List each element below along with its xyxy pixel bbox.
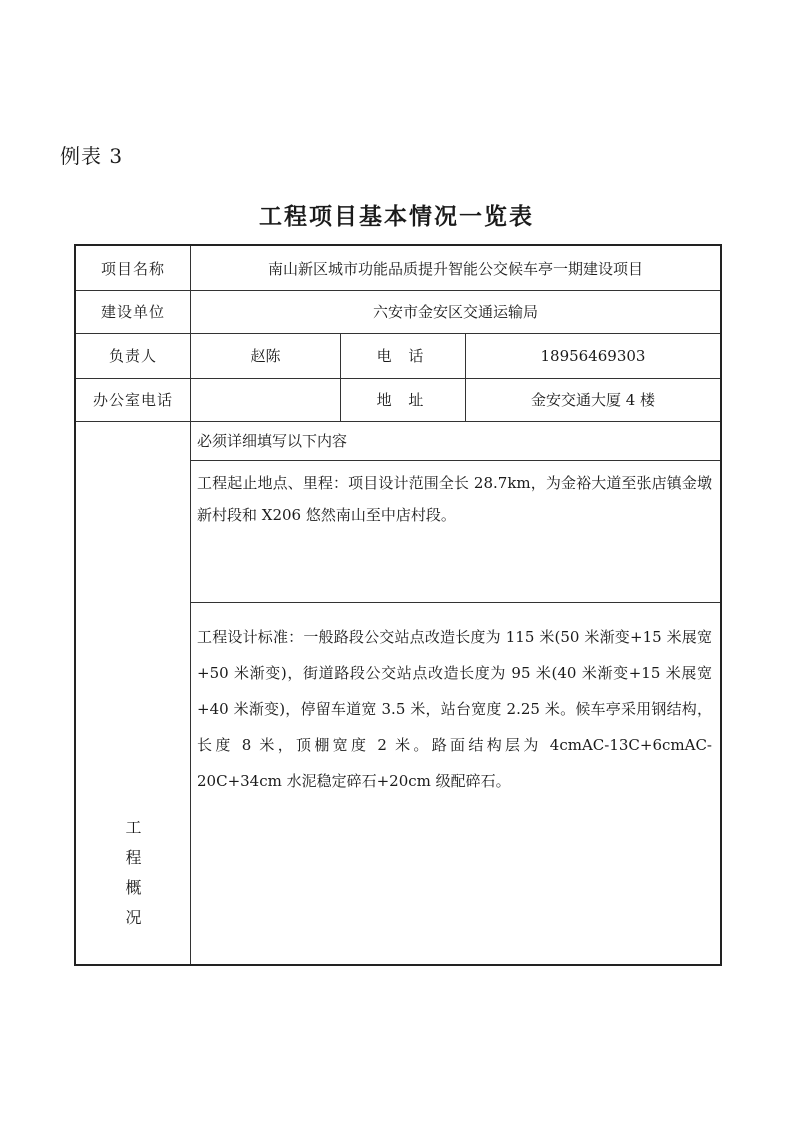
table-row-overview <box>76 421 720 964</box>
project-info-table <box>74 244 722 966</box>
standard-cell <box>191 603 720 964</box>
overview-char: 况 <box>125 908 142 927</box>
page-title: 工程项目基本情况一览表 <box>259 203 534 230</box>
office-phone-label: 办公室电话 <box>76 378 191 421</box>
project-name-label: 项目名称 <box>76 246 191 290</box>
person-label: 负责人 <box>76 333 191 378</box>
address-label: 地 址 <box>341 378 466 421</box>
table-row-builder <box>76 290 720 334</box>
table-row-office <box>76 378 720 422</box>
office-phone-value <box>191 378 341 421</box>
location-text: 工程起止地点、里程：项目设计范围全长 28.7km，为金裕大道至张店镇金墩新村段和 X206 悠然南山至中店村段。 <box>197 474 712 524</box>
standard-text: 工程设计标准：一般路段公交站点改造长度为 115 米(50 米渐变+15 米展宽+50 米渐变)，街道路段公交站点改造长度为 95 米(40 米渐变+15 米展宽+40 米渐变)，停留车道宽 3.5 米，站台宽度 2.25 米。候车亭采用钢结构，长度 8 米，顶棚宽度 2 米。路面结构层为 4cmAC-13C+6cmAC-20C+34cm 水泥稳定碎石+20cm 级配碎石。 <box>197 628 712 790</box>
phone-value: 18956469303 <box>540 346 646 365</box>
example-label: 例表 3 <box>60 144 124 168</box>
overview-char: 程 <box>125 848 142 867</box>
table-row-project-name <box>76 246 720 291</box>
project-name-value: 南山新区城市功能品质提升智能公交候车亭一期建设项目 <box>267 259 643 278</box>
overview-note-cell <box>191 421 720 461</box>
overview-char: 概 <box>125 878 142 897</box>
overview-note: 必须详细填写以下内容 <box>197 432 348 450</box>
location-cell <box>191 461 720 603</box>
phone-label: 电 话 <box>341 333 466 378</box>
overview-char: 工 <box>125 818 142 837</box>
address-value: 金安交通大厦 4 楼 <box>530 391 656 409</box>
table-row-person <box>76 333 720 379</box>
person-value: 赵陈 <box>191 333 341 378</box>
builder-value: 六安市金安区交通运输局 <box>372 303 538 321</box>
builder-label: 建设单位 <box>76 290 191 333</box>
